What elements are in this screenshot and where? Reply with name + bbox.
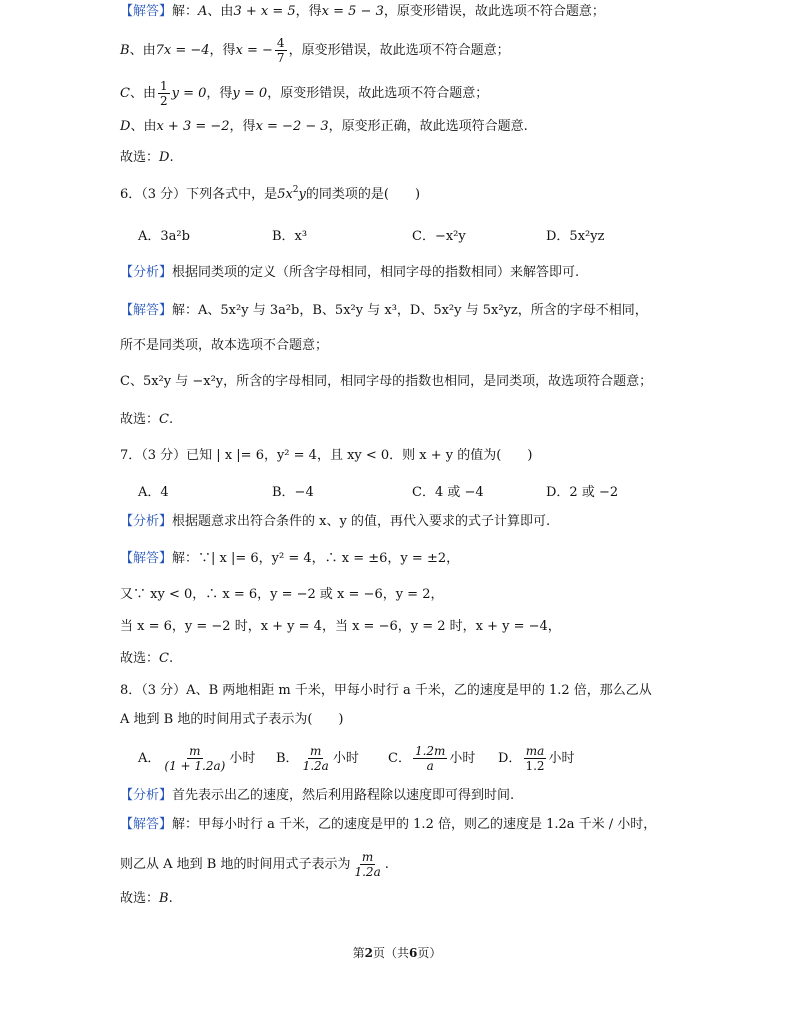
q8-choice: 故选：B. [120,891,173,906]
q7-stem: 7．（3 分）已知 | x |= 6，y² = 4，且 xy < 0．则 x + y 的值为( ) [120,448,533,463]
q6-answer-line-3: C、5x²y 与 −x²y，所含的字母相同，相同字母的指数也相同，是同类项，故选项符合题意； [120,374,653,389]
answer-tag: 【解答】 [120,303,173,318]
fraction: $\frac{m}{1.2a}$ [302,744,329,773]
q7-option-b: B．−4 [272,485,314,500]
answer-tag: 【解答】 [120,4,173,19]
q5-answer-line-d: D、由x + 3 = −2，得x = −2 − 3，原变形正确，故此选项符合题意. [120,119,528,134]
q6-analysis: 【分析】根据同类项的定义（所含字母相同，相同字母的指数相同）来解答即可. [120,265,580,280]
q8-stem-line-1: 8．（3 分）A、B 两地相距 m 千米，甲每小时行 a 千米，乙的速度是甲的 1.2 倍，那么乙从 [120,683,652,698]
q8-answer-line-1: 【解答】解：甲每小时行 a 千米，乙的速度是甲的 1.2 倍，则乙的速度是 1.2a 千米 / 小时， [120,817,657,832]
q7-answer-line-2: 又∵ xy < 0，∴ x = 6，y = −2 或 x = −6，y = 2， [120,587,444,602]
fraction: $\frac{m}{(1 + 1.2a)}$ [164,744,226,773]
q8-analysis: 【分析】首先表示出乙的速度，然后利用路程除以速度即可得到时间. [120,788,515,803]
q8-answer-line-2: 则乙从 A 地到 B 地的时间用式子表示为 $\frac{m}{1.2a}$ . [120,850,389,879]
q6-choice: 故选：C. [120,412,174,427]
q8-option-b: B． $\frac{m}{1.2a}$ 小时 [276,744,359,773]
fraction: $\frac{1.2m}{a}$ [414,744,446,773]
q6-option-a: A．3a²b [138,229,190,244]
q5-answer-line-a: 【解答】解：A、由3 + x = 5，得x = 5 − 3，原变形错误，故此选项不符合题意； [120,4,605,19]
q5-choice: 故选：D. [120,150,174,165]
q7-option-a: A．4 [138,485,169,500]
q6-answer-line-2: 所不是同类项，故本选项不合题意； [120,338,329,353]
fraction: $\frac{1}{2}$ [159,79,168,108]
q6-option-b: B．x³ [272,229,308,244]
analysis-tag: 【分析】 [120,265,173,280]
q8-option-c: C． $\frac{1.2m}{a}$ 小时 [388,744,476,773]
q8-stem-line-2: A 地到 B 地的时间用式子表示为( ) [120,712,344,727]
page-footer: 第2页（共6页） [352,946,442,960]
q7-answer-line-3: 当 x = 6，y = −2 时，x + y = 4，当 x = −6，y = 2 时，x + y = −4， [120,619,561,634]
q7-analysis: 【分析】根据题意求出符合条件的 x、y 的值，再代入要求的式子计算即可. [120,514,551,529]
fraction: $\frac{ma}{1.2}$ [525,744,545,773]
q6-option-c: C．−x²y [412,229,466,244]
q6-answer-line-1: 【解答】解：A、5x²y 与 3a²b，B、5x²y 与 x³，D、5x²y 与 5x²yz，所含的字母不相同， [120,303,648,318]
answer-tag: 【解答】 [120,551,173,566]
q7-option-d: D．2 或 −2 [546,485,619,500]
fraction: $\frac{m}{1.2a}$ [354,850,381,879]
q8-option-a: A． $\frac{m}{(1 + 1.2a)}$ 小时 [138,744,256,773]
q8-option-d: D． $\frac{ma}{1.2}$ 小时 [498,744,575,773]
q7-choice: 故选：C. [120,651,174,666]
q6-stem: 6．（3 分）下列各式中，是$5x^2y$的同类项的是( ) [120,185,421,202]
q6-option-d: D．5x²yz [546,229,605,244]
fraction: $\frac{4}{7}$ [276,36,285,65]
answer-tag: 【解答】 [120,817,173,832]
q7-option-c: C．4 或 −4 [412,485,484,500]
current-page-number: 2 [364,946,373,960]
total-page-count: 6 [409,946,418,960]
analysis-tag: 【分析】 [120,514,173,529]
q5-answer-line-b: B、由7x = −4，得x = − $\frac{4}{7}$ ，原变形错误，故此选项不符合题意； [120,36,510,65]
q5-answer-line-c: C、由 $\frac{1}{2}$ y = 0，得y = 0，原变形错误，故此选项不符合题意； [120,79,489,108]
analysis-tag: 【分析】 [120,788,173,803]
q7-answer-line-1: 【解答】解：∵| x |= 6，y² = 4，∴ x = ±6，y = ±2， [120,551,460,566]
